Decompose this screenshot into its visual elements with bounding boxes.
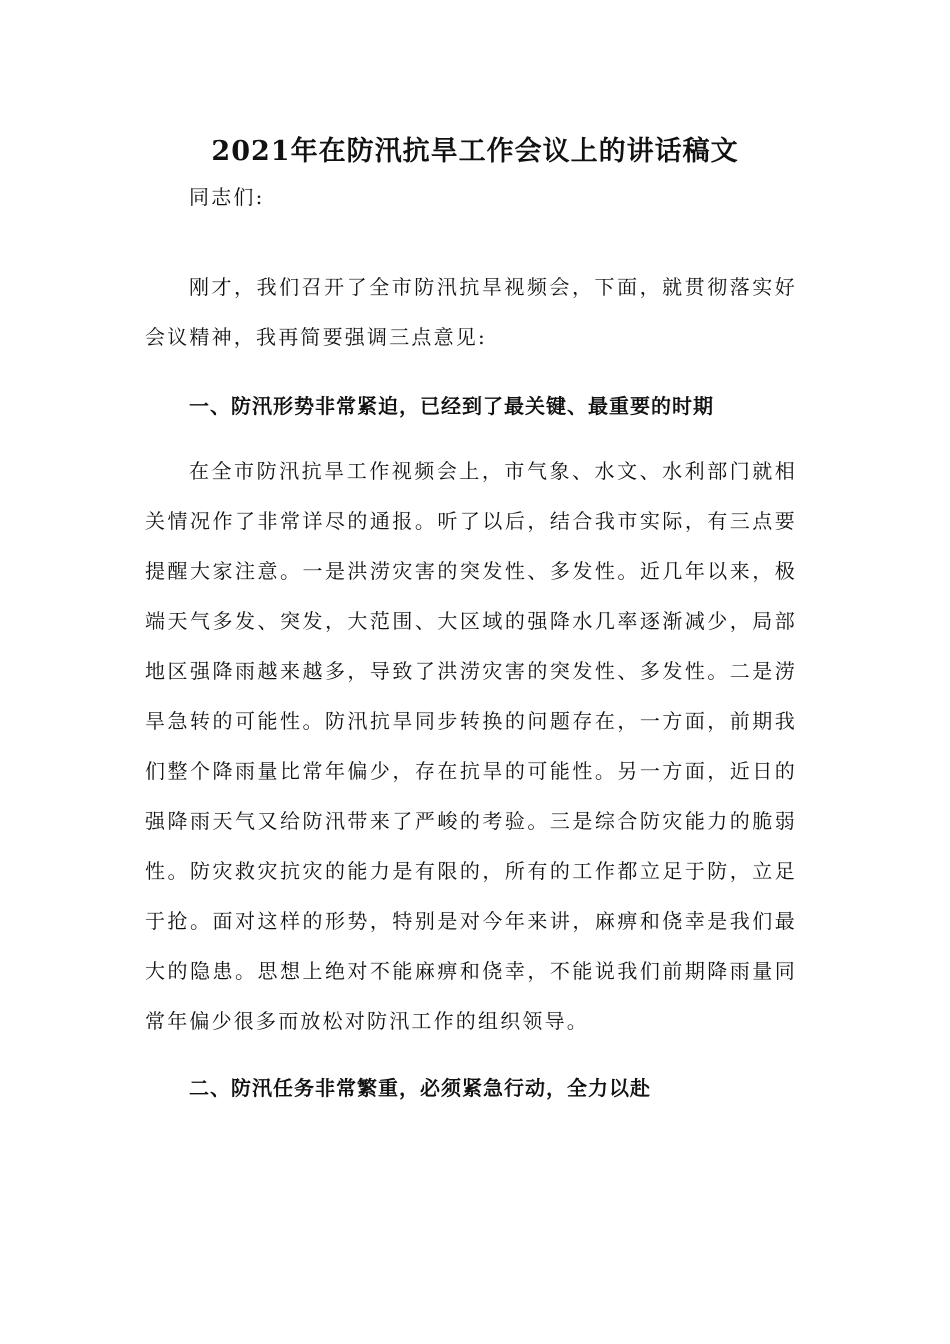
section-1-body: 在全市防汛抗旱工作视频会上，市气象、水文、水利部门就相关情况作了非常详尽的通报。听了以后，结合我市实际，有三点要提醒大家注意。一是洪涝灾害的突发性、多发性。近几年以来，极端天气多发、突发，大范围、大区域的强降水几率逐渐减少，局部地区强降雨越来越多，导致了洪涝灾害的突发性、多发性。二是涝旱急转的可能性。防汛抗旱同步转换的问题存在，一方面，前期我们整个降雨量比常年偏少，存在抗旱的可能性。另一方面，近日的强降雨天气又给防汛带来了严峻的考验。三是综合防灾能力的脆弱性。防灾救灾抗灾的能力是有限的，所有的工作都立足于防，立足于抢。面对这样的形势，特别是对今年来讲，麻痹和侥幸是我们最大的隐患。思想上绝对不能麻痹和侥幸，不能说我们前期降雨量同常年偏少很多而放松对防汛工作的组织领导。	[145, 459, 797, 1033]
section-heading-2: 二、防汛任务非常繁重，必须紧急行动，全力以赴	[189, 1076, 651, 1100]
intro-paragraph: 刚才，我们召开了全市防汛抗旱视频会，下面，就贯彻落实好会议精神，我再简要强调三点意见:	[145, 275, 797, 349]
salutation: 同志们:	[189, 185, 265, 209]
section-heading-1: 一、防汛形势非常紧迫，已经到了最关键、最重要的时期	[189, 394, 714, 418]
document-title: 2021年在防汛抗旱工作会议上的讲话稿文	[211, 136, 739, 167]
